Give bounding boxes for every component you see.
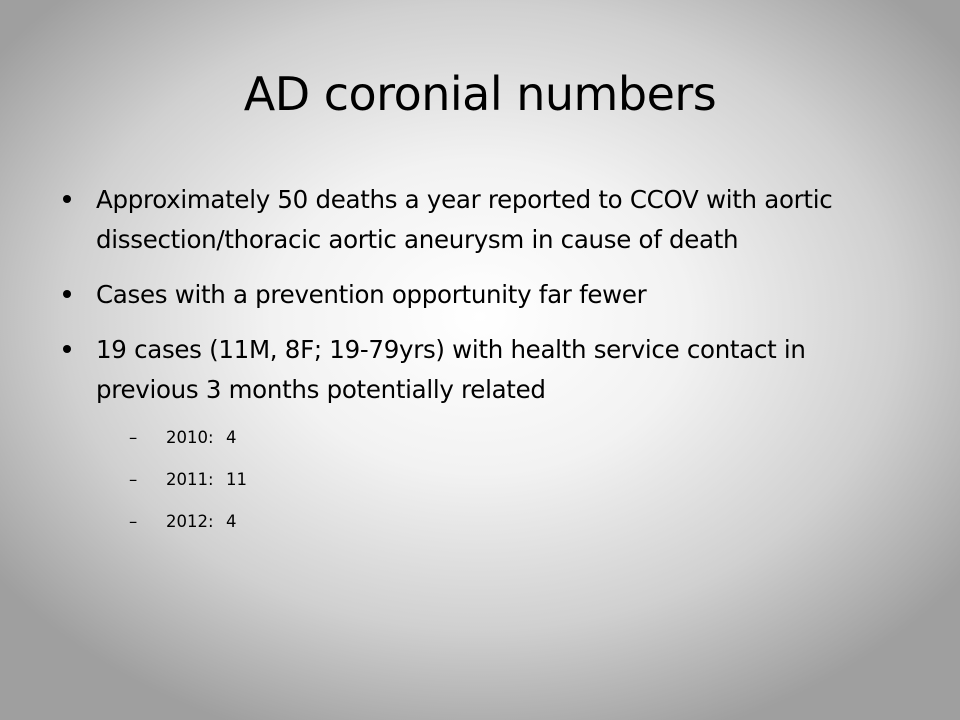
bullet-text: Approximately 50 deaths a year reported to CCOV with aortic dissection/thoracic aortic aneurysm in cause of death	[96, 185, 833, 254]
sub-item	[60, 512, 900, 532]
bullet-item	[60, 275, 900, 315]
bullet-text: Cases with a prevention opportunity far fewer	[96, 280, 647, 309]
sub-item-count: 11	[226, 470, 247, 489]
sub-item-count: 4	[226, 512, 237, 531]
slide-title: AD coronial numbers	[243, 67, 717, 121]
bullet-dot-icon	[63, 290, 71, 298]
dash-marker: –	[129, 428, 138, 447]
bullet-item	[60, 180, 900, 260]
dash-marker: –	[129, 512, 138, 531]
sub-item-count: 4	[226, 428, 237, 447]
slide-body	[60, 180, 900, 532]
bullet-dot-icon	[63, 345, 71, 353]
sub-item-year: 2012:	[166, 512, 214, 531]
bullet-item	[60, 330, 900, 410]
bullet-text: 19 cases (11M, 8F; 19-79yrs) with health service contact in previous 3 months potentially related	[96, 335, 806, 404]
dash-marker: –	[129, 470, 138, 489]
sub-item	[60, 428, 900, 448]
sub-item-year: 2011:	[166, 470, 214, 489]
sub-list	[60, 428, 900, 532]
sub-item	[60, 470, 900, 490]
bullet-dot-icon	[63, 195, 71, 203]
sub-item-year: 2010:	[166, 428, 214, 447]
